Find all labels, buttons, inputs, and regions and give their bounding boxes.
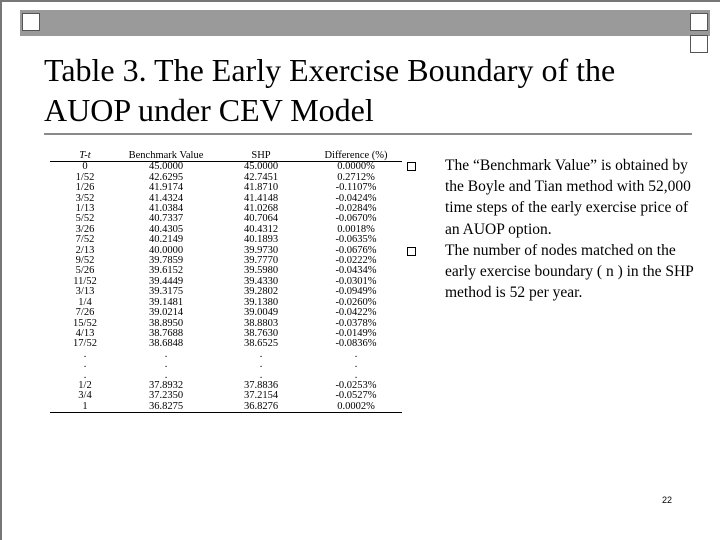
cell-shp: 39.2802 (243, 286, 279, 298)
cell-shp: 36.8276 (212, 402, 310, 413)
cell-tt: 15/52 (73, 317, 97, 329)
cell-shp: 40.7064 (243, 213, 279, 225)
cell-shp: 41.8710 (243, 182, 279, 194)
cell-difference: -0.0284% (335, 203, 377, 215)
cell-difference: . (354, 348, 358, 360)
table-row (50, 308, 402, 318)
cell-tt: 1/13 (75, 203, 95, 215)
cell-tt: 1/26 (75, 182, 95, 194)
cell-benchmark: 39.7859 (148, 255, 184, 267)
cell-shp: 37.2154 (243, 390, 279, 402)
cell-benchmark: . (164, 359, 168, 371)
cell-shp: 39.5980 (243, 265, 279, 277)
cell-shp: 39.9730 (243, 244, 279, 256)
cell-tt: 2/13 (75, 244, 95, 256)
cell-difference: -0.0670% (335, 213, 377, 225)
column-header-shp: SHP (212, 151, 310, 162)
table-body (50, 162, 402, 413)
cell-difference: -0.0676% (335, 244, 377, 256)
cell-shp: 39.4330 (243, 275, 279, 287)
table-header-row (50, 151, 402, 162)
top-border (0, 0, 720, 2)
cell-benchmark: 38.6848 (148, 338, 184, 350)
cell-tt: 11/52 (73, 275, 97, 287)
cell-tt: . (83, 359, 87, 371)
cell-shp: . (259, 369, 263, 381)
header-square-right (690, 13, 708, 31)
column-header-difference: Difference (%) (310, 151, 402, 162)
cell-difference: -0.0424% (335, 192, 377, 204)
cell-benchmark: . (164, 348, 168, 360)
table-row (50, 339, 402, 349)
cell-tt: 7/26 (75, 307, 95, 319)
cell-tt: 3/13 (75, 286, 95, 298)
early-exercise-boundary-table (50, 151, 402, 413)
cell-tt: 1 (50, 402, 120, 413)
bullet-list (407, 155, 697, 303)
left-border (0, 0, 2, 540)
cell-shp: . (259, 348, 263, 360)
cell-benchmark: 39.6152 (148, 265, 184, 277)
cell-tt: 4/13 (75, 327, 95, 339)
cell-difference: -0.0222% (335, 255, 377, 267)
cell-tt: . (83, 348, 87, 360)
cell-shp: 41.4148 (243, 192, 279, 204)
cell-tt: 3/4 (78, 390, 92, 402)
cell-shp: 38.8803 (243, 317, 279, 329)
cell-benchmark: 41.0384 (148, 203, 184, 215)
bullet-text: The number of nodes matched on the early exercise boundary ( n ) in the SHP method is 52 per year. (445, 241, 694, 302)
cell-difference: . (354, 359, 358, 371)
cell-benchmark: 38.7688 (148, 327, 184, 339)
cell-difference: . (354, 369, 358, 381)
cell-difference: 0.0018% (337, 223, 375, 235)
cell-benchmark: 42.6295 (148, 171, 184, 183)
bullet-text: The “Benchmark Value” is obtained by the Boyle and Tian method with 52,000 time steps of the early exercise price of an AUOP option. (445, 157, 691, 238)
cell-benchmark: 39.3175 (148, 286, 184, 298)
cell-tt: 3/52 (75, 192, 95, 204)
column-header-benchmark: Benchmark Value (120, 151, 212, 162)
cell-difference: -0.0422% (335, 307, 377, 319)
cell-difference: -0.0253% (335, 379, 377, 391)
cell-shp: 39.0049 (243, 307, 279, 319)
cell-tt: 1/2 (78, 379, 92, 391)
cell-shp: 38.7630 (243, 327, 279, 339)
cell-difference: -0.0260% (335, 296, 377, 308)
cell-tt: 9/52 (75, 255, 95, 267)
cell-difference: 0.0002% (310, 402, 402, 413)
cell-benchmark: 37.2350 (148, 390, 184, 402)
cell-difference: -0.0301% (335, 275, 377, 287)
cell-shp: 38.6525 (243, 338, 279, 350)
cell-shp: . (259, 359, 263, 371)
cell-shp: 40.4312 (243, 223, 279, 235)
cell-benchmark: 36.8275 (120, 402, 212, 413)
cell-benchmark: 41.4324 (148, 192, 184, 204)
cell-tt: 17/52 (73, 338, 97, 350)
cell-difference: -0.0527% (335, 390, 377, 402)
cell-benchmark: 41.9174 (148, 182, 184, 194)
cell-shp: 37.8836 (243, 379, 279, 391)
cell-benchmark: 40.7337 (148, 213, 184, 225)
cell-difference: -0.0434% (335, 265, 377, 277)
cell-difference: -0.0836% (335, 338, 377, 350)
cell-benchmark: 40.4305 (148, 223, 184, 235)
square-bullet-icon (407, 162, 416, 171)
cell-benchmark: 40.2149 (148, 234, 184, 246)
table-row (50, 350, 402, 360)
cell-benchmark: 38.8950 (148, 317, 184, 329)
bullet-item (407, 155, 697, 240)
header-strip (20, 10, 710, 36)
table-row (50, 402, 402, 413)
cell-benchmark: 45.0000 (148, 161, 184, 173)
cell-benchmark: 37.8932 (148, 379, 184, 391)
cell-shp: 45.0000 (243, 161, 279, 173)
title-divider (44, 133, 692, 135)
cell-shp: 40.1893 (243, 234, 279, 246)
column-header-tt: T-t (50, 151, 120, 162)
cell-tt: . (83, 369, 87, 381)
header-square-left (22, 13, 40, 31)
cell-shp: 42.7451 (243, 171, 279, 183)
cell-tt: 0 (82, 161, 88, 173)
cell-shp: 41.0268 (243, 203, 279, 215)
cell-difference: -0.1107% (335, 182, 377, 194)
cell-benchmark: 39.0214 (148, 307, 184, 319)
cell-difference: -0.0149% (335, 327, 377, 339)
cell-benchmark: 40.0000 (148, 244, 184, 256)
square-bullet-icon (407, 247, 416, 256)
table-row (50, 360, 402, 370)
cell-tt: 1/52 (75, 171, 95, 183)
cell-difference: 0.0000% (337, 161, 375, 173)
cell-tt: 5/26 (75, 265, 95, 277)
cell-tt: 1/4 (78, 296, 92, 308)
slide-title: Table 3. The Early Exercise Boundary of the AUOP under CEV Model (44, 52, 616, 128)
cell-tt: 3/26 (75, 223, 95, 235)
bullet-item (407, 240, 697, 304)
cell-benchmark: . (164, 369, 168, 381)
cell-difference: -0.0949% (335, 286, 377, 298)
cell-difference: -0.0378% (335, 317, 377, 329)
page-number: 22 (662, 495, 673, 505)
cell-difference: 0.2712% (337, 171, 375, 183)
cell-tt: 7/52 (75, 234, 95, 246)
cell-shp: 39.1380 (243, 296, 279, 308)
cell-shp: 39.7770 (243, 255, 279, 267)
cell-benchmark: 39.4449 (148, 275, 184, 287)
cell-difference: -0.0635% (335, 234, 377, 246)
header-square-right-lower (690, 35, 708, 53)
cell-tt: 5/52 (75, 213, 95, 225)
cell-benchmark: 39.1481 (148, 296, 184, 308)
